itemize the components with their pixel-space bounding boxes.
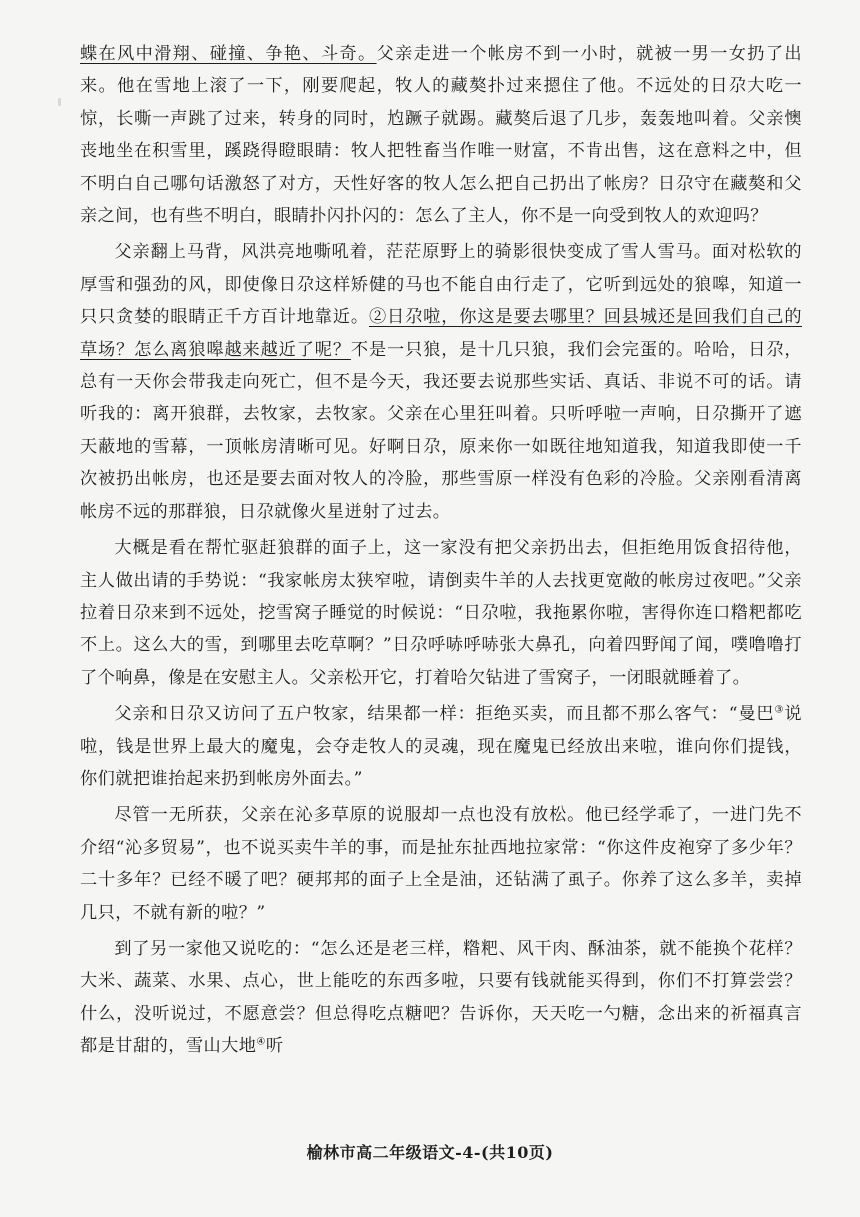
text-segment: 说啦，钱是世界上最大的魔鬼，会夺走牧人的灵魂，现在魔鬼已经放出来啦，谁向你们提钱，你们就把谁抬起来扔到帐房外面去。”	[80, 704, 802, 789]
underlined-text: ②日尕啦，你这是要去哪里？回县城还是回我们自己的草场？怎么离狼嗥越来越近了呢？	[80, 307, 802, 360]
text-segment: 大概是看在帮忙驱赶狼群的面子上，这一家没有把父亲扔出去，但拒绝用饭食招待他，主人做出请的手势说：“我家帐房太狭窄啦，请倒卖牛羊的人去找更宽敞的帐房过夜吧。”父亲拉着日尕来到不远处，挖雪窝子睡觉的时候说：“日尕啦，我拖累你啦，害得你连口糌粑都吃不上。这么大的雪，到哪里去吃草啊？”日尕呼哧呼哧张大鼻孔，向着四野闻了闻，噗噜噜打了个响鼻，像是在安慰主人。父亲松开它，打着哈欠钻进了雪窝子，一闭眼就睡着了。	[80, 538, 802, 688]
text-segment: 听	[265, 1036, 284, 1057]
paragraph	[80, 698, 802, 795]
paragraph	[80, 236, 802, 528]
text-segment: 父亲和日尕又访问了五户牧家，结果都一样：拒绝买卖，而且都不那么客气：“曼巴	[114, 704, 775, 725]
underlined-text: 蝶在风中滑翔、碰撞、争艳、斗奇。	[80, 44, 377, 64]
footnote-marker: ④	[256, 1036, 266, 1048]
text-segment: 不是一只狼，是十几只狼，我们会完蛋的。哈哈，日尕，总有一天你会带我走向死亡，但不是今天，我还要去说那些实话、真话、非说不可的话。请听我的：离开狼群，去牧家，去牧家。父亲在心里狂叫着。只听呼啦一声响，日尕撕开了遮天蔽地的雪幕，一顶帐房清晰可见。好啊日尕，原来你一如既往地知道我，知道我即使一千次被扔出帐房，也还是要去面对牧人的冷脸，那些雪原一样没有色彩的冷脸。父亲刚看清离帐房不远的那群狼，日尕就像火星迸射了过去。	[80, 339, 802, 522]
scan-speck	[58, 98, 61, 106]
paragraph	[80, 38, 802, 232]
text-segment: 父亲走进一个帐房不到一小时，就被一男一女扔了出来。他在雪地上滚了一下，刚要爬起，牧人的藏獒扑过来摁住了他。不远处的日尕大吃一惊，长嘶一声跳了过来，转身的同时，尥蹶子就踢。藏獒后退了几步，轰轰地叫着。父亲懊丧地坐在积雪里，蹊跷得瞪眼睛：牧人把牲畜当作唯一财富，不肯出售，这在意料之中，但不明白自己哪句话激怒了对方，天性好客的牧人怎么把自己扔出了帐房？日尕守在藏獒和父亲之间，也有些不明白，眼睛扑闪扑闪的：怎么了主人，你不是一向受到牧人的欢迎吗？	[80, 44, 802, 227]
paragraph	[80, 933, 802, 1063]
text-segment: 到了另一家他又说吃的：“怎么还是老三样，糌粑、风干肉、酥油茶，就不能换个花样？大米、蔬菜、水果、点心，世上能吃的东西多啦，只要有钱就能买得到，你们不打算尝尝？什么，没听说过，不愿意尝？但总得吃点糖吧？告诉你，天天吃一勺糖，念出来的祈福真言都是甘甜的，雪山大地	[80, 938, 802, 1057]
text-segment: 父亲翻上马背，风洪亮地嘶吼着，茫茫原野上的骑影很快变成了雪人雪马。面对松软的厚雪和强劲的风，即使像日尕这样矫健的马也不能自由行走了，它听到远处的狼嗥，知道一只只贪婪的眼睛正千方百计地靠近。	[80, 242, 802, 328]
paragraph	[80, 532, 802, 694]
body-text	[80, 38, 802, 1067]
footnote-marker: ③	[774, 704, 785, 716]
paragraph	[80, 799, 802, 929]
page-footer: 榆林市高二年级语文-4-(共10页)	[306, 1143, 554, 1162]
text-segment: 尽管一无所获，父亲在沁多草原的说服却一点也没有放松。他已经学乖了，一进门先不介绍“沁多贸易”，也不说买卖牛羊的事，而是扯东扯西地拉家常：“你这件皮袍穿了多少年？二十多年？已经不暖了吧？硬邦邦的面子上全是油，还钻满了虱子。你养了这么多羊，卖掉几只，不就有新的啦？”	[80, 805, 802, 923]
